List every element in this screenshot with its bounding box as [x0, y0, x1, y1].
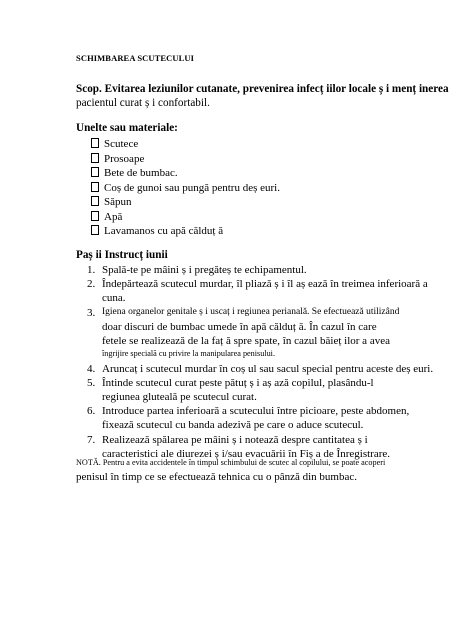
step-number: 3.	[87, 307, 96, 319]
scope-label: Scop.	[76, 83, 102, 95]
step-text: Întinde scutecul curat peste pătuț ș i aș ază copilul, plasându-l	[102, 377, 374, 389]
step-number: 2.	[87, 278, 96, 290]
step-text: Îndepărtează scutecul murdar, îl pliază ș i îl aș ează în treimea inferioară a	[102, 278, 428, 290]
tool-item-label: Lavamanos cu apă călduț ă	[104, 225, 224, 237]
tool-item	[91, 182, 280, 194]
tool-item-label: Bete de bumbac.	[104, 167, 178, 179]
tool-item-label: Săpun	[104, 196, 132, 208]
step-text: doar discuri de bumbac umede în apă călduț ă. În cazul în care	[102, 321, 377, 333]
tool-item	[91, 167, 178, 179]
note-line-1	[76, 458, 385, 467]
tool-item	[91, 196, 132, 208]
note-line-2: penisul în timp ce se efectuează tehnica cu o pânză din bumbac.	[76, 471, 357, 483]
checkbox-icon	[91, 182, 99, 192]
step-text: cuna.	[102, 292, 126, 304]
step-text: fixează scutecul cu banda adezivă pe care o aduce scutecul.	[102, 419, 364, 431]
checkbox-icon	[91, 196, 99, 206]
tool-item-label: Scutece	[104, 138, 139, 150]
step-number: 7.	[87, 434, 96, 446]
tools-heading: Unelte sau materiale:	[76, 122, 178, 134]
steps-heading: Paș ii Instrucț iunii	[76, 249, 168, 261]
step-text: caracteristici ale diurezei ș i/sau evacuării în Fiș a de Înregistrare.	[102, 448, 391, 460]
note-label: NOTĂ	[76, 458, 99, 467]
step-number: 6.	[87, 405, 96, 417]
scope-line-2: pacientul curat ș i confortabil.	[76, 97, 210, 109]
tool-item-label: Coș de gunoi sau pungă pentru deș euri.	[104, 182, 280, 194]
scope-text-1: Evitarea leziunilor cutanate, prevenirea infecț iilor locale ș i menț inerea	[104, 83, 449, 95]
scope-line-1	[76, 83, 449, 95]
tool-item	[91, 225, 223, 237]
checkbox-icon	[91, 153, 99, 163]
tool-item	[91, 153, 144, 165]
step-text: fetele se realizează de la faț ă spre spate, în cazul băieț ilor a avea	[102, 335, 390, 347]
step-text: Spală-te pe mâini ș i pregăteș te echipamentul.	[102, 264, 307, 276]
step-number: 4.	[87, 363, 96, 375]
note-text-1: . Pentru a evita accidentele în timpul schimbului de scutec al copilului, se poate acoperi	[98, 458, 386, 467]
tool-item-label: Apă	[104, 211, 123, 223]
step-text: Aruncaț i scutecul murdar în coș ul sau sacul special pentru aceste deș euri.	[102, 363, 434, 375]
tool-item	[91, 138, 138, 150]
step-number: 5.	[87, 377, 96, 389]
checkbox-icon	[91, 211, 99, 221]
checkbox-icon	[91, 138, 99, 148]
step-text: regiunea gluteală pe scutecul curat.	[102, 391, 257, 403]
checkbox-icon	[91, 225, 99, 235]
checkbox-icon	[91, 167, 99, 177]
step-number: 1.	[87, 264, 96, 276]
step-text: Igiena organelor genitale ș i uscaț i regiunea perianală. Se efectuează utilizând	[102, 307, 400, 317]
tool-item-label: Prosoape	[104, 153, 145, 165]
step-text: Introduce partea inferioară a scutecului între picioare, peste abdomen,	[102, 405, 410, 417]
step-text: Realizează spălarea pe mâini ș i notează despre cantitatea ș i	[102, 434, 368, 446]
tool-item	[91, 211, 122, 223]
document-title: SCHIMBAREA SCUTECULUI	[76, 53, 195, 63]
step-text: îngrijire specială cu privire la manipularea penisului.	[102, 349, 276, 358]
